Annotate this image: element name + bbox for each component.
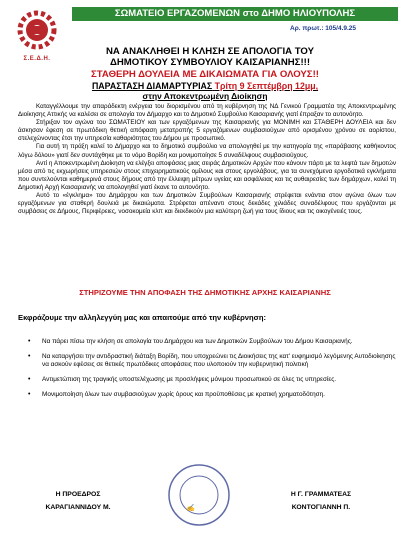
demands-list xyxy=(28,338,398,406)
president-name: ΚΑΡΑΓΙΑΝΝΙΔΟΥ Μ. xyxy=(45,504,111,511)
paragraph-4: Αντί η Αποκεντρωμένη Διοίκηση να ελέγξει αποφάσεις μιας σειράς Δημοτικών Αρχών που κάνουν πάρτι με τα λεφτά των δημοτών μέσα από τις εκχωρήσεις υπηρεσιών στους επιχειρηματικούς ομίλους και στους εργολάβους, για τα συνεχόμενα εργοδοτικά εγκλήματα που συντελούνται καθημερινά στους δήμους από την έλλειψη μέτρων υγείας και ασφάλειας και τις αυθαιρεσίες των δημάρχων, καλεί τη Δημοτική Αρχή Καισαριανής να απολογηθεί γιατί έκανε το αυτονόητο. xyxy=(18,159,396,191)
list-item xyxy=(28,391,398,399)
demand-text: Να πάρει πίσω την κλήση σε απολογία του Δημάρχου και των Δημοτικών Συμβούλων του Δήμου Καισαριανής. xyxy=(42,338,353,345)
secretary-name: ΚΟΝΤΟΓΙΑΝΝΗ Π. xyxy=(291,504,351,511)
title-line-2: ΔΗΜΟΤΙΚΟΥ ΣΥΜΒΟΥΛΙΟΥ ΚΑΙΣΑΡΙΑΝΗΣ!!! xyxy=(109,57,311,68)
protest-announcement xyxy=(50,81,360,91)
union-logo-icon xyxy=(10,6,64,56)
slogan-title: ΣΤΑΘΕΡΗ ΔΟΥΛΕΙΑ ΜΕ ΔΙΚΑΙΩΜΑΤΑ ΓΙΑ ΟΛΟΥΣ!! xyxy=(91,69,319,80)
logo-caption: Σ.Ε.Δ.Η. xyxy=(23,56,51,62)
paragraph-3: Για αυτή τη πράξη καλεί το Δήμαρχο και το δημοτικό συμβούλιο να απολογηθεί με την κατηγορία της «παράβασης καθήκοντος λόγω δόλου» γιατί δεν συντάχθηκε με το νόμο Βορίδη και μονιμοποίησε 5 συναδέλφους συμβασιούχους. xyxy=(18,143,396,159)
protest-date: Τρίτη 9 Σεπτέμβρη 12μμ, xyxy=(214,81,319,91)
union-stamp-icon xyxy=(166,462,232,528)
signature-president xyxy=(18,488,138,514)
demands-intro: Εκφράζουμε την αλληλεγγύη μας και απαιτούμε από την κυβέρνηση: xyxy=(18,313,267,322)
title-line-1: ΝΑ ΑΝΑΚΛΗΘΕΙ Η ΚΛΗΣΗ ΣΕ ΑΠΟΛΟΓΙΑ ΤΟΥ xyxy=(105,46,315,57)
paragraph-5: Αυτό το «έγκλημα» του Δημάρχου και των Δημοτικών Συμβούλων Καισαριανής στρέφεται ενάντια στον αγώνα όλων των εργαζόμενων για σταθερή δουλειά με δικαιώματα. Στρέφεται απέναντι στους δεκάδες χιλιάδες συναδέλφους που εργάζονται με συμβάσεις σε Δήμους, Περιφέρειες, νοσοκομεία κλπ και διεκδικούν μια καλύτερη ζωή για τους ίδιους και τις οικογένειές τους. xyxy=(18,192,396,216)
demand-text: Μονιμοποίηση όλων των συμβασιούχων χωρίς όρους και προϋποθέσεις με κρατική χρηματοδότηση. xyxy=(42,391,325,398)
protest-label: ΠΑΡΑΣΤΑΣΗ ΔΙΑΜΑΡΤΥΡΙΑΣ xyxy=(91,81,213,91)
handwritten-signature: ✍ xyxy=(186,504,195,512)
protocol-number: Αρ. πρωτ.: 105/4.9.25 xyxy=(290,25,357,32)
support-heading: ΣΤΗΡΙΖΟΥΜΕ ΤΗΝ ΑΠΟΦΑΣΗ ΤΗΣ ΔΗΜΟΤΙΚΗΣ ΑΡΧΗΣ ΚΑΙΣΑΡΙΑΝΗΣ xyxy=(79,288,331,297)
protest-place: στην Αποκεντρωμένη Διοίκηση xyxy=(142,91,268,101)
main-title xyxy=(60,46,360,68)
paragraph-1: Καταγγέλλουμε την απαράδεκτη ενέργεια του διορισμένου από τη κυβέρνηση της ΝΔ Γενικού Γραμματέα της Αποκεντρωμένης Διοίκησης Αττικής να καλέσει σε απολογία τον Δήμαρχο και το Δημοτικό Συμβούλιο Καισαριανής γιατί έπραξαν το αυτονόητο. xyxy=(18,103,396,119)
president-role: Η ΠΡΟΕΔΡΟΣ xyxy=(55,491,101,498)
bullet-icon: • xyxy=(28,391,31,398)
list-item xyxy=(28,353,398,369)
list-item xyxy=(28,338,398,346)
bullet-icon: • xyxy=(28,338,31,345)
paragraph-2: Στήριξαν τον αγώνα του ΣΩΜΑΤΕΙΟΥ και των εργαζόμενων της Καισαριανής για ΜΟΝΙΜΗ και ΣΤΑΘΕΡΗ ΔΟΥΛΕΙΑ και δεν άσκησαν έφεση σε πρωτόδικη θετική απόφαση μετατροπής 5 εργαζόμενων συμβασιούχων από ορισμένου χρόνου σε αορίστου, στελεχώνοντας έτσι την υπηρεσία καθαριότητας του Δήμου με προσωπικό. xyxy=(18,119,396,143)
signature-secretary xyxy=(256,488,386,514)
demand-text: Να καταργήσει την αντιδραστική διάταξη Βορίδη, που υποχρεώνει τις Διοικήσεις της κατ' ευφημισμό λεγόμενης Αυτοδιοίκησης να ασκούν εφέσεις σε θετικές πρωτόδικες αποφάσεις που υλοποιούν την κυβερνητική πολιτική xyxy=(42,353,396,368)
demand-text: Αντιμετώπιση της τραγικής υποστελέχωσης με προσλήψεις μόνιμου προσωπικού σε όλες τις υπηρεσίες. xyxy=(42,376,337,383)
body-text xyxy=(18,103,396,216)
bullet-icon: • xyxy=(28,376,31,383)
list-item xyxy=(28,376,398,384)
union-banner: ΣΩΜΑΤΕΙΟ ΕΡΓΑΖΟΜΕΝΩΝ στο ΔΗΜΟ ΗΛΙΟΥΠΟΛΗΣ xyxy=(72,7,398,21)
secretary-role: Η Γ. ΓΡΑΜΜΑΤΕΑΣ xyxy=(290,491,352,498)
bullet-icon: • xyxy=(28,353,31,360)
